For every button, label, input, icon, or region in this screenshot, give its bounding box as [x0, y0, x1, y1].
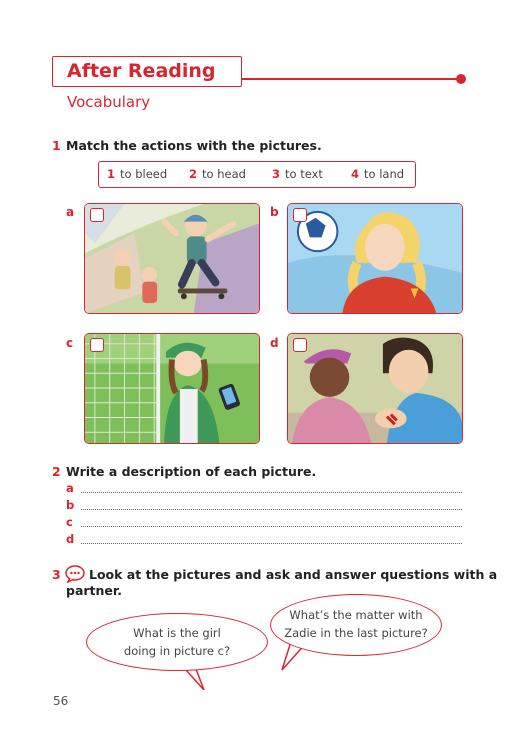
writing-line-a[interactable]: [66, 482, 462, 496]
exercise-1-instruction: Match the actions with the pictures.: [66, 138, 322, 153]
writing-line-label: c: [66, 515, 73, 529]
speech-bubble-left-line2: doing in picture c?: [123, 644, 231, 658]
exercise-3-instruction-line2: partner.: [66, 583, 123, 598]
picture-d-bleeding-knee: [287, 333, 463, 444]
exercise-1-number: 1: [52, 138, 61, 153]
action-number: 3: [272, 167, 281, 181]
action-item: [272, 167, 323, 181]
action-text: to land: [364, 167, 405, 181]
picture-a-skateboarder: [84, 203, 260, 314]
action-number: 2: [189, 167, 198, 181]
writing-line-b[interactable]: [66, 499, 462, 513]
section-subtitle: Vocabulary: [67, 93, 151, 111]
dotted-line: [81, 509, 462, 510]
action-number: 1: [107, 167, 116, 181]
writing-line-label: a: [66, 481, 74, 495]
picture-letter-a: a: [66, 205, 75, 219]
header-rule: [242, 78, 460, 80]
speech-bubble-left-line1: What is the girl: [133, 626, 221, 640]
speech-bubble-left: [86, 613, 268, 671]
writing-line-c[interactable]: [66, 516, 462, 530]
speech-bubble-icon: [65, 565, 85, 583]
answer-checkbox-c[interactable]: [90, 338, 104, 352]
section-header-box: [52, 56, 242, 87]
section-title: After Reading: [67, 60, 216, 82]
speech-bubble-right-line2: Zadie in the last picture?: [284, 626, 428, 640]
answer-checkbox-a[interactable]: [90, 208, 104, 222]
dotted-line: [81, 526, 462, 527]
writing-line-label: d: [66, 532, 75, 546]
dotted-line: [81, 492, 462, 493]
action-item: [351, 167, 404, 181]
header-dot: [456, 74, 466, 84]
picture-c-texting-girl: [84, 333, 260, 444]
picture-letter-c: c: [66, 336, 74, 350]
exercise-2-number: 2: [52, 464, 61, 479]
exercise-3-number: 3: [52, 567, 61, 582]
action-text: to head: [202, 167, 246, 181]
answer-checkbox-b[interactable]: [293, 208, 307, 222]
action-item: [189, 167, 246, 181]
picture-b-heading-ball: [287, 203, 463, 314]
writing-line-d[interactable]: [66, 533, 462, 547]
action-number: 4: [351, 167, 360, 181]
action-item: [107, 167, 167, 181]
exercise-2-instruction: Write a description of each picture.: [66, 464, 317, 479]
writing-line-label: b: [66, 498, 75, 512]
picture-letter-b: b: [270, 205, 279, 219]
action-text: to text: [285, 167, 323, 181]
answer-checkbox-d[interactable]: [293, 338, 307, 352]
action-text: to bleed: [120, 167, 168, 181]
speech-bubble-right: [270, 594, 442, 656]
dotted-line: [81, 543, 462, 544]
picture-letter-d: d: [270, 336, 279, 350]
actions-box: [98, 161, 416, 188]
page-number: 56: [53, 694, 69, 708]
speech-bubble-right-line1: What’s the matter with: [289, 608, 423, 622]
exercise-3-instruction-line1: Look at the pictures and ask and answer questions with a: [89, 567, 498, 582]
